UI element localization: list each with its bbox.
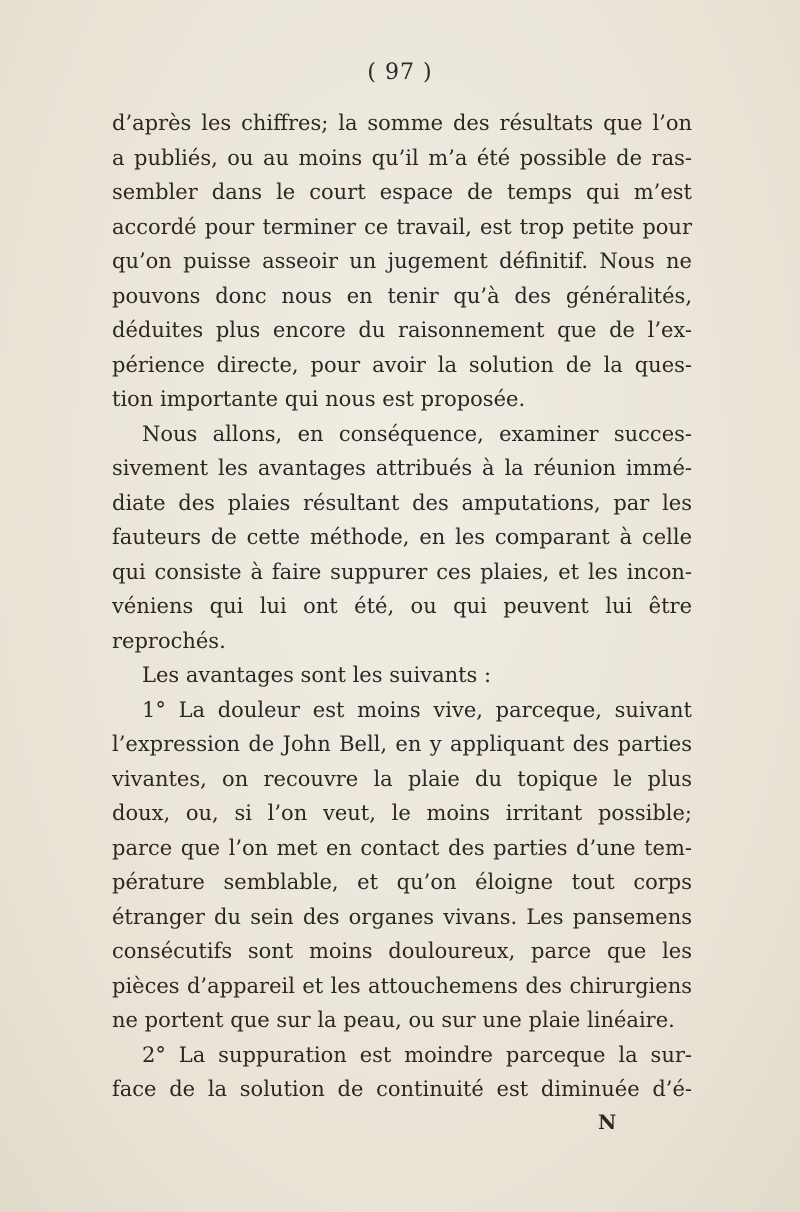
text-line: 2° La suppuration est moindre parceque la sur- bbox=[142, 1042, 692, 1067]
text-line: pérature semblable, et qu’on éloigne tout corps bbox=[112, 870, 692, 894]
text-line: a publiés, ou au moins qu’il m’a été possible de ras- bbox=[112, 145, 692, 170]
text-line: déduites plus encore du raisonnement que de l’ex- bbox=[112, 318, 692, 342]
text-line: l’expression de John Bell, en y appliquant des parties bbox=[112, 732, 692, 756]
text-line: qui consiste à faire suppurer ces plaies, et les incon- bbox=[112, 559, 692, 584]
text-line: véniens qui lui ont été, ou qui peuvent lui être bbox=[112, 594, 692, 618]
text-line: tion importante qui nous est proposée. bbox=[112, 387, 526, 411]
text-line: Nous allons, en conséquence, examiner succes- bbox=[142, 421, 692, 446]
text-line: doux, ou, si l’on veut, le moins irritant possible; bbox=[112, 801, 692, 825]
text-line: sivement les avantages attribués à la réunion immé- bbox=[112, 456, 692, 480]
text-line: sembler dans le court espace de temps qui m’est bbox=[112, 180, 692, 204]
page-number: ( 97 ) bbox=[367, 60, 433, 85]
text-line: pièces d’appareil et les attouchemens des chirurgiens bbox=[112, 973, 692, 998]
text-line: parce que l’on met en contact des parties d’une tem- bbox=[112, 835, 692, 860]
text-line: reprochés. bbox=[112, 628, 226, 653]
text-line: ne portent que sur la peau, ou sur une plaie linéaire. bbox=[112, 1008, 675, 1032]
text-line: Les avantages sont les suivants : bbox=[142, 663, 492, 687]
body-text bbox=[112, 106, 692, 1107]
text-line: étranger du sein des organes vivans. Les pansemens bbox=[112, 904, 692, 929]
text-line: consécutifs sont moins douloureux, parce que les bbox=[112, 939, 692, 963]
text-line: face de la solution de continuité est diminuée d’é- bbox=[112, 1077, 692, 1101]
text-line: 1° La douleur est moins vive, parceque, suivant bbox=[142, 697, 692, 722]
text-line: d’après les chiffres; la somme des résultats que l’on bbox=[112, 111, 692, 135]
text-line: diate des plaies résultant des amputations, par les bbox=[112, 490, 692, 515]
text-line: accordé pour terminer ce travail, est trop petite pour bbox=[112, 214, 692, 239]
signature-mark: N bbox=[598, 1110, 617, 1134]
text-line: fauteurs de cette méthode, en les comparant à celle bbox=[112, 525, 692, 549]
text-line: qu’on puisse asseoir un jugement définitif. Nous ne bbox=[112, 249, 692, 273]
text-line: périence directe, pour avoir la solution de la ques- bbox=[112, 352, 692, 377]
text-line: vivantes, on recouvre la plaie du topique le plus bbox=[112, 766, 692, 791]
text-line: pouvons donc nous en tenir qu’à des généralités, bbox=[112, 283, 692, 308]
